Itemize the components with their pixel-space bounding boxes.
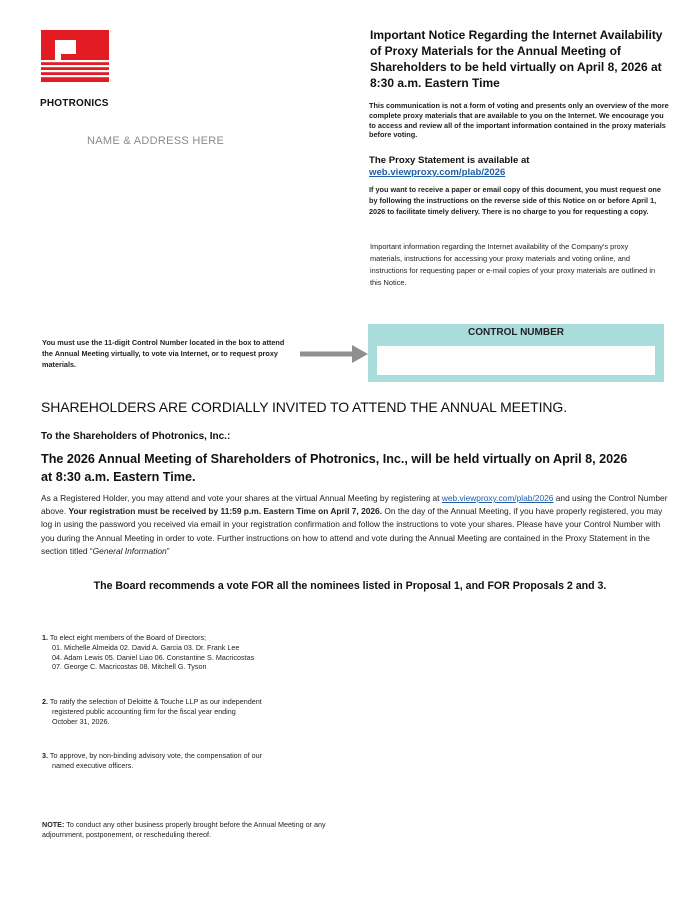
proposal-number: 1. xyxy=(42,633,48,642)
photronics-logo-icon xyxy=(41,30,109,82)
proposal-text: To elect eight members of the Board of Directors; xyxy=(49,633,207,642)
proposal-number: 2. xyxy=(42,697,48,706)
control-number-field xyxy=(377,346,655,375)
proxy-statement-label: The Proxy Statement is available at xyxy=(369,155,530,166)
company-wordmark: PHOTRONICS xyxy=(40,98,109,109)
control-number-title: CONTROL NUMBER xyxy=(468,327,564,338)
control-number-box xyxy=(368,324,664,382)
closing-note xyxy=(42,820,342,840)
proxy-statement-link[interactable]: web.viewproxy.com/plab/2026 xyxy=(369,167,506,178)
proposal-3 xyxy=(42,751,342,771)
proposal-2 xyxy=(42,697,342,726)
nominee-line: 07. George C. Macricostas 08. Mitchell G. Tyson xyxy=(52,662,207,672)
paragraph-text: On the day of the Annual Meeting, if you have properly registered, you may log in using the password you received via email in your registration confirmation and follow the instructions to vote your shares. Please have your Control Number with you during the Annual Meeting in order to vote. Further instructions on how to attend and vote during the Annual Meeting are contained in the Proxy Statement in the section titled “ xyxy=(41,506,663,556)
registration-link[interactable]: web.viewproxy.com/plab/2026 xyxy=(441,493,554,503)
address-placeholder: NAME & ADDRESS HERE xyxy=(87,135,225,147)
proposal-number: 3. xyxy=(42,751,48,760)
control-number-instruction: You must use the 11-digit Control Number located in the box to attend the Annual Meeting virtually, to vote via Internet, or to request proxy materials. xyxy=(42,338,285,369)
paragraph-text: and using the Control Number above. xyxy=(41,493,668,517)
proposal-text: To approve, by non-binding advisory vote, the compensation of our xyxy=(49,751,263,760)
note-text: To conduct any other business properly brought before the Annual Meeting or any adjournment, postponement, or rescheduling thereof. xyxy=(42,820,326,839)
registration-paragraph xyxy=(41,492,671,558)
note-label: NOTE: xyxy=(42,820,65,829)
registration-deadline: Your registration must be received by 11:59 p.m. Eastern Time on April 7, 2026. xyxy=(68,506,383,517)
section-reference: General Information xyxy=(92,545,167,556)
proposal-1 xyxy=(42,633,342,672)
board-recommendation: The Board recommends a vote FOR all the nominees listed in Proposal 1, and FOR Proposals 2 and 3. xyxy=(93,580,607,592)
meeting-statement: The 2026 Annual Meeting of Shareholders of Photronics, Inc., will be held virtually on April 8, 2026 at 8:30 a.m. Eastern Time. xyxy=(41,452,628,484)
info-paragraph: Important information regarding the Internet availability of the Company's proxy materials, instructions for accessing your proxy materials and voting online, and instructions for requesting paper or e-mail copies of your proxy materials are outlined in this Notice. xyxy=(370,242,656,287)
copy-request-note: If you want to receive a paper or email copy of this document, you must request one by following the instructions on the reverse side of this Notice on or before April 1, 2026 to facilitate timely delivery. There is no charge to you for requesting a copy. xyxy=(369,185,661,216)
proposal-text: October 31, 2026. xyxy=(52,716,110,726)
notice-description: This communication is not a form of voting and presents only an overview of the more complete proxy materials that are available to you on the Internet. We encourage you to access and review all of the important information contained in the proxy materials before voting. xyxy=(369,101,669,140)
notice-title: Important Notice Regarding the Internet Availability of Proxy Materials for the Annual Meeting of Shareholders to be held virtually on April 8, 2026 at 8:30 a.m. Eastern Time xyxy=(370,28,663,90)
nominee-line: 04. Adam Lewis 05. Daniel Liao 06. Constantine S. Macricostas xyxy=(52,652,255,662)
proposal-text: To ratify the selection of Deloitte & Touche LLP as our independent xyxy=(49,697,262,706)
invitation-heading: SHAREHOLDERS ARE CORDIALLY INVITED TO ATTEND THE ANNUAL MEETING. xyxy=(41,399,567,415)
paragraph-text: ” xyxy=(166,545,170,556)
salutation: To the Shareholders of Photronics, Inc.: xyxy=(41,431,231,442)
proposal-text: named executive officers. xyxy=(52,760,134,770)
proposal-text: registered public accounting firm for the fiscal year ending xyxy=(52,706,236,716)
nominee-line: 01. Michelle Almeida 02. David A. Garcia 03. Dr. Frank Lee xyxy=(52,642,240,652)
arrow-right-icon xyxy=(300,345,368,363)
paragraph-text: As a Registered Holder, you may attend and vote your shares at the virtual Annual Meeting by registering at xyxy=(41,493,442,503)
